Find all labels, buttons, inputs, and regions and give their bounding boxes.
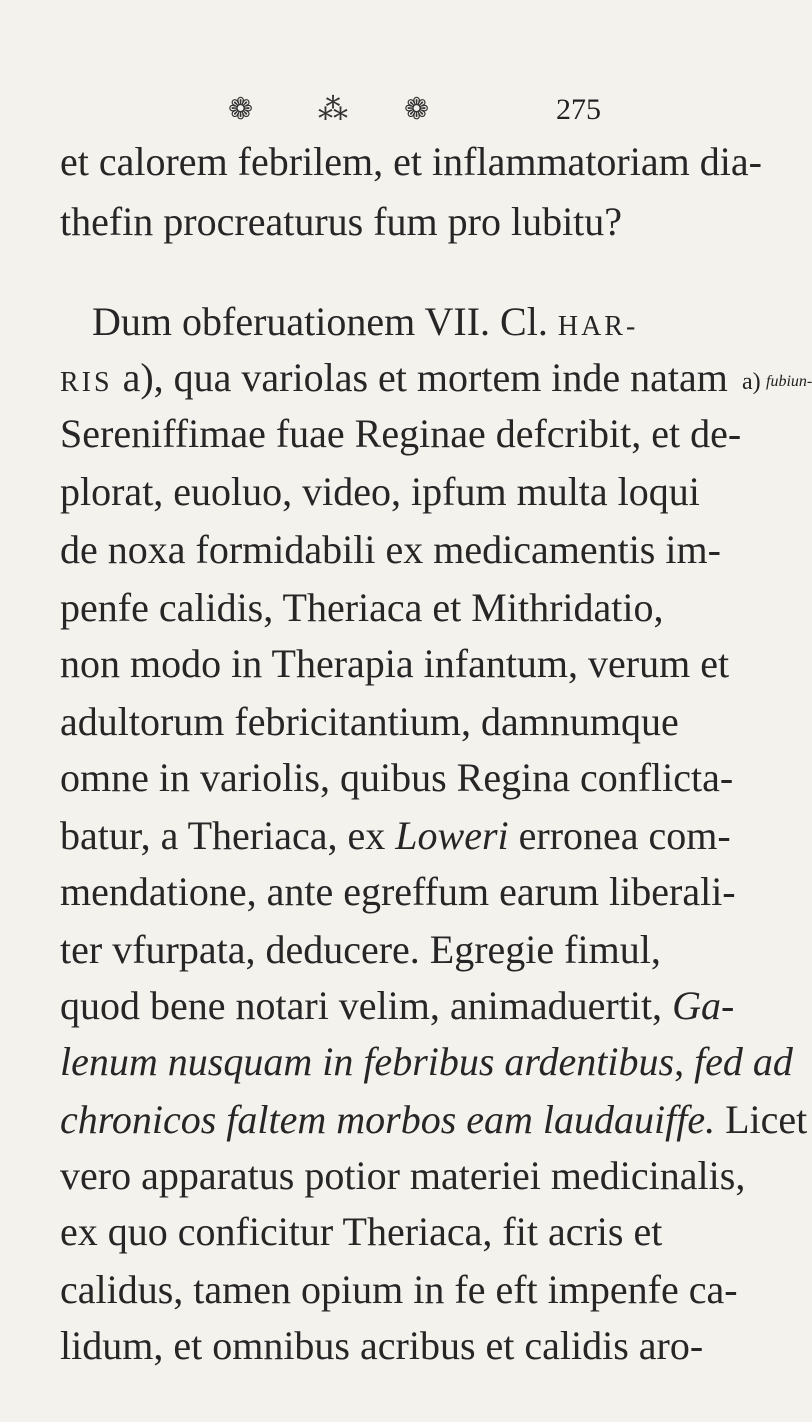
text-line-21: lidum, et omnibus acribus et calidis aro- xyxy=(60,1323,704,1368)
ornament-right-icon: ❁ xyxy=(404,92,430,127)
italic-quote-2: fed ad xyxy=(694,1039,793,1084)
running-header xyxy=(0,92,801,128)
text-line-4 xyxy=(60,356,728,405)
italic-quote-1: lenum nusquam in febribus ardentibus xyxy=(60,1039,675,1084)
line-15-start: quod bene notari velim, animaduertit, xyxy=(60,983,673,1028)
text-line-18: vero apparatus potior materiei medicinalis, xyxy=(60,1153,746,1198)
text-line-1: et calorem febrilem, et inflammatoriam dia- xyxy=(60,139,762,184)
text-line-6: plorat, euoluo, video, ipfum multa loqui xyxy=(60,469,700,514)
text-line-15 xyxy=(60,984,734,1028)
line-17-end: Licet xyxy=(715,1097,808,1142)
italic-quote-3: chronicos faltem morbos eam laudauiffe. xyxy=(60,1097,716,1142)
paragraph-opening: Dum obferuationem VII. Cl. xyxy=(92,299,548,344)
text-line-9: non modo in Therapia infantum, verum et xyxy=(60,641,730,686)
text-line-16 xyxy=(60,1040,793,1084)
text-line-17 xyxy=(60,1098,807,1142)
line-4-text: a), qua variolas et mortem inde natam xyxy=(112,355,728,400)
page-number: 275 xyxy=(556,93,601,126)
author-italic-loweri: Loweri xyxy=(395,813,509,858)
text-line-12 xyxy=(60,814,731,858)
text-line-20: calidus, tamen opium in fe eft impenfe ca- xyxy=(60,1267,738,1312)
author-name-end: RIS xyxy=(60,367,113,398)
text-line-13: mendatione, ante egreffum earum liberali- xyxy=(60,869,736,914)
note-a-line-1: fubiun- xyxy=(766,373,812,390)
text-line-3 xyxy=(92,300,638,349)
comma-separator: , xyxy=(674,1039,695,1084)
text-line-7: de noxa formidabili ex medicamentis im- xyxy=(60,527,721,572)
line-12-start: batur, a Theriaca, ex xyxy=(60,813,396,858)
line-12-end: erronea com- xyxy=(508,813,731,858)
author-name-part: HAR- xyxy=(557,311,639,342)
ornament-center-icon: ⁂ xyxy=(318,92,348,127)
italic-galenum-start: Ga- xyxy=(672,983,735,1028)
text-line-11: omne in variolis, quibus Regina conflicta- xyxy=(60,755,734,800)
text-line-2: thefin procreaturus fum pro lubitu? xyxy=(60,199,623,244)
text-line-14: ter vfurpata, deducere. Egregie fimul, xyxy=(60,927,661,972)
text-line-5: Sereniffimae fuae Reginae defcribit, et de- xyxy=(60,411,742,456)
footnote-marker-a: a) xyxy=(742,369,761,395)
text-line-19: ex quo conficitur Theriaca, fit acris et xyxy=(60,1209,663,1254)
text-line-10: adultorum febricitantium, damnumque xyxy=(60,699,679,744)
ornament-left-icon: ❁ xyxy=(228,92,254,127)
text-line-8: penfe calidis, Theriaca et Mithridatio, xyxy=(60,585,664,630)
